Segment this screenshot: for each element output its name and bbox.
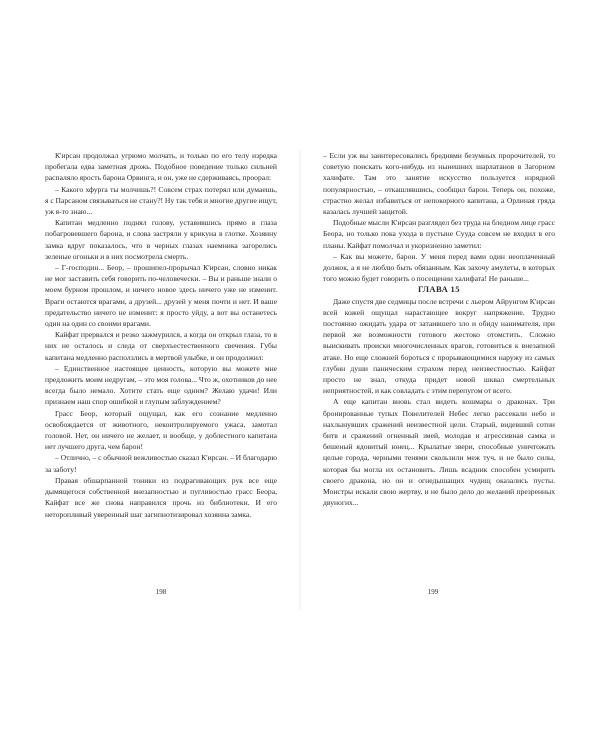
paragraph: – Отлично, – с обычной вежливостью сказал К'ирсан. – И благодарю за заботу! [45, 453, 277, 474]
paragraph: – Какого хфурга ты молчишь?! Совсем страх потерял или думаешь, я с Парсаном связываться не стану?! Ну так тебя и многие другие ищут, уж я-то знаю... [45, 184, 277, 217]
page-number-right: 199 [427, 588, 439, 596]
paragraph: А еще капитан вновь стал видеть кошмары о драконах. Три бронированные тупых Повелителей Небес легко рассекали небо и нахлынувших сражений неизвестной цели. Старый, видевший сотни битв и сражений огненный змей, молодая и агрессивная самка и бешеный ядовитый юнец... Крылатые звери, способные уничтожать целые города, черными тенями скользили меж туч, и не было силы, которая бы могла их остановить. Лишь всадник способен усмирить своего дракона, но он и огнедышащих чудищ оказались пусты. Монстры искали свою жертву, и не было дело до желаний презренных двуногих... [323, 397, 555, 508]
paragraph: – Как вы можете, барон. У меня перед вами один неоплаченный должок, а я не люблю быть обязанным. Как захочу амулеты, в которых того можно будет говорить о посещении халифата! Не раньше... [323, 251, 555, 284]
left-page-text [45, 150, 277, 520]
page-number-left: 198 [155, 588, 167, 596]
paragraph: – Г-господин... Беор, – прошипел-прорычал К'ирсан, словно никак не мог заставить себя говорить по-человечески. – Вы и раньше знали о моем бурном прошлом, и ничего новое здесь ничего уже не изменит. Враги остаются врагами, а друзей... друзей у меня почти и нет. И ваше предательство ничего не изменит: я просто уйду, а вот вы останетесь один на один со своими врагами. [45, 263, 277, 329]
paragraph: Правая обшарпанной тоники из подрагивающих рук все еще дымящегося собственной внезапностью и пугливостью грасс Беора, Кайфат все же снова направился прочь из библиотеки. И его неторопливый уверенный шаг загипнотизировал хозяина замка. [45, 475, 277, 519]
chapter-title: ГЛАВА 15 [418, 284, 460, 295]
right-page-text [323, 150, 555, 509]
right-page [300, 0, 600, 750]
paragraph: Грасс Беор, который ощущал, как его сознание медленно освобождается от животного, неконтролируемого ужаса, замотал головой. Нет, он ничего не желает, и вообще, у доблестного капитана нет лучшего друга, чем барон! [45, 408, 277, 452]
paragraph: Капитан медленно поднял голову, уставившись прямо в глаза побагровевшего барона, и слова застряли у крикуна в глотке. Хозяину замка вдруг показалось, что в черных глазах наемника загорелись зеленые огоньки и в них посмотрела смерть. [45, 218, 277, 261]
paragraph: – Единственное настоящее ценность, которую вы можете мне предложить моим недругам, – это моя голова... Что ж, охотников до нее всегда было немало. Хотите стать еще одним? Желаю удачи! Или признаем наш спор ошибкой и глупым заблуждением? [45, 363, 277, 407]
paragraph: – Если уж вы заинтересовались бреднями безумных пророчителей, то советую поискать кого-нибудь из нынешних шарлатанов в Загорном халифате. Там это занятие искусство пользуется изрядной популярностью, – откашлявшись, сообщил барон. Теперь он, похоже, страстно желал избавиться от непокорного капитана, а Орлиная гряда казалась лучшей защитой. [323, 151, 555, 217]
paragraph: К'ирсан продолжал угрюмо молчать, и только по его телу изредка пробегала едва заметная дрожь. Подобное поведение только сильней распаляло ярость барона Орвинга, и он, уже не сдерживаясь, проорал: [45, 151, 277, 183]
paragraph: Кайфат прервался и резко зажмурился, а когда он открыл глаза, то в них не осталось и следа от сверхъестественного свечения. Губы капитана медленно расползлись в мертвой улыбке, и он продолжил: [45, 330, 277, 362]
paragraph: Даже спустя две седмицы после встречи с льером Айрунгом К'ирсан всей кожей ощущал нарастающее вокруг напряжение. Трудно постоянно ожидать удара от затаившего зло и обиду нанимателя, при первой же возможности готового жестоко отомстить. Сложно выискивать происки многочисленных врагов, готовиться к внезапной атаке. Но еще сложней бороться с прорывающимися наружу из самых глубин души паническим страхом перед неизвестностью. Кайфат просто не знал, откуда придет новой шквал смертельных неприятностей, и как совладать с этим перепугом от всего. [323, 296, 555, 396]
paragraph: Подобные мысли К'ирсан разглядел без труда на бледном лице грасс Беора, но только пока ухода в пустыне Сууда совсем не входил в его планы. Кайфат помолчал и укоризненно заметил: [323, 218, 555, 250]
